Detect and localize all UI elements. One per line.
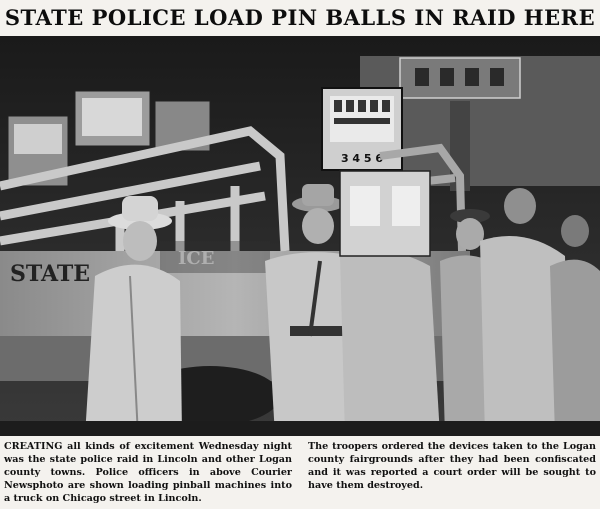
truck-door-text: ICE bbox=[178, 248, 215, 269]
caption-right: The troopers ordered the devices taken to the Logan county fairgrounds after they had been confiscated and it was reported a court order will be sought to have them destroyed. bbox=[308, 441, 596, 491]
truck-side-text: STATE bbox=[10, 261, 91, 287]
headline: STATE POLICE LOAD PIN BALLS IN RAID HERE bbox=[4, 4, 596, 30]
caption-left: CREATING all kinds of excitement Wednesday night was the state police raid in Lincoln and other Logan county towns. Police officers in above Courier Newsphoto are shown loading pinball machines into a truck on Chicago street in Lincoln. bbox=[4, 441, 292, 504]
news-photo bbox=[0, 36, 600, 436]
score-digits: 3 4 5 6 bbox=[340, 152, 384, 165]
